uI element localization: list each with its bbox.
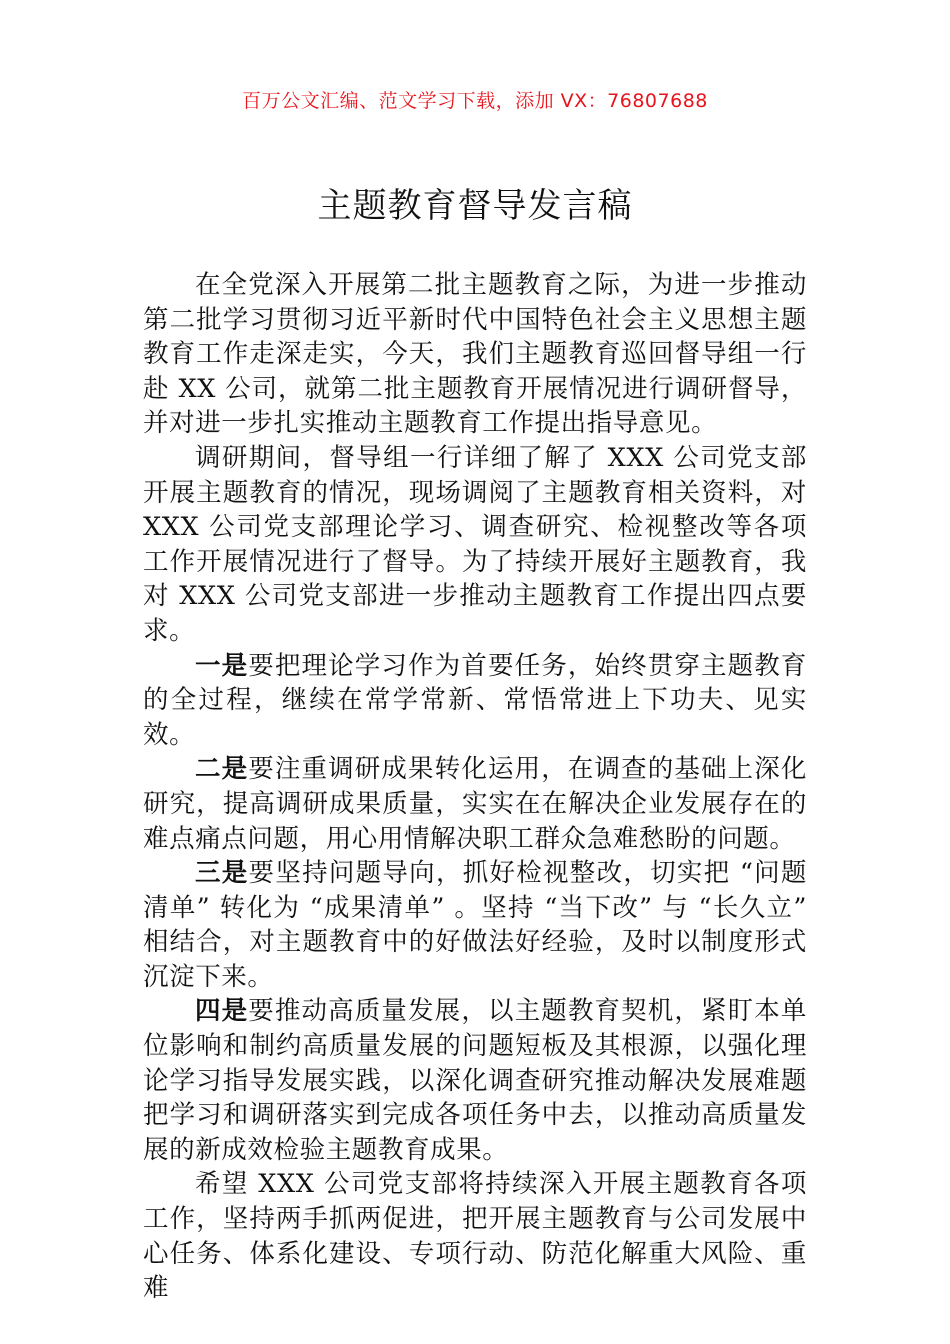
paragraph-text: 在全党深入开展第二批主题教育之际，为进一步推动第二批学习贯彻习近平新时代中国特色社会主义思想主题教育工作走深走实，今天，我们主题教育巡回督导组一行赴 XX 公司，就第二批主题教育开展情况进行调研督导，并对进一步扎实推动主题教育工作提出指导意见。 [143, 270, 807, 439]
paragraph-closing [143, 1167, 807, 1305]
paragraph-intro [143, 268, 807, 441]
paragraph-text: 要注重调研成果转化运用，在调查的基础上深化研究，提高调研成果质量，实实在在解决企业发展存在的难点痛点问题，用心用情解决职工群众急难愁盼的问题。 [143, 754, 807, 854]
document-title: 主题教育督导发言稿 [317, 186, 633, 226]
paragraph-text: 希望 XXX 公司党支部将持续深入开展主题教育各项工作，坚持两手抓两促进，把开展主题教育与公司发展中心任务、体系化建设、专项行动、防范化解重大风险、重难 [143, 1169, 807, 1304]
paragraph-survey [143, 441, 807, 649]
paragraph-lead: 四是 [195, 996, 249, 1027]
paragraph-text: 要把理论学习作为首要任务，始终贯穿主题教育的全过程，继续在常学常新、常悟常进上下功夫、见实效。 [143, 650, 807, 750]
document-body [143, 268, 807, 1306]
paragraph-lead: 三是 [195, 858, 249, 889]
paragraph-lead: 二是 [195, 754, 249, 785]
paragraph-lead: 一是 [195, 650, 249, 681]
paragraph-requirement-4 [143, 994, 807, 1167]
paragraph-requirement-2 [143, 752, 807, 856]
paragraph-text: 要坚持问题导向，抓好检视整改，切实把 “问题清单” 转化为 “成果清单” 。坚持 “当下改” 与 “长久立” 相结合，对主题教育中的好做法好经验，及时以制度形式沉淀下来。 [143, 858, 807, 992]
paragraph-requirement-3 [143, 856, 807, 994]
paragraph-requirement-1 [143, 649, 807, 753]
paragraph-text: 要推动高质量发展，以主题教育契机，紧盯本单位影响和制约高质量发展的问题短板及其根源，以强化理论学习指导发展实践，以深化调查研究推动解决发展难题把学习和调研落实到完成各项任务中去，以推动高质量发展的新成效检验主题教育成果。 [143, 996, 807, 1165]
watermark-header-note: 百万公文汇编、范文学习下载，添加 VX：76807688 [242, 90, 708, 112]
paragraph-text: 调研期间，督导组一行详细了解了 XXX 公司党支部开展主题教育的情况，现场调阅了主题教育相关资料，对 XXX 公司党支部理论学习、调查研究、检视整改等各项工作开展情况进行了督导。为了持续开展好主题教育，我对 XXX 公司党支部进一步推动主题教育工作提出四点要求。 [143, 442, 807, 646]
